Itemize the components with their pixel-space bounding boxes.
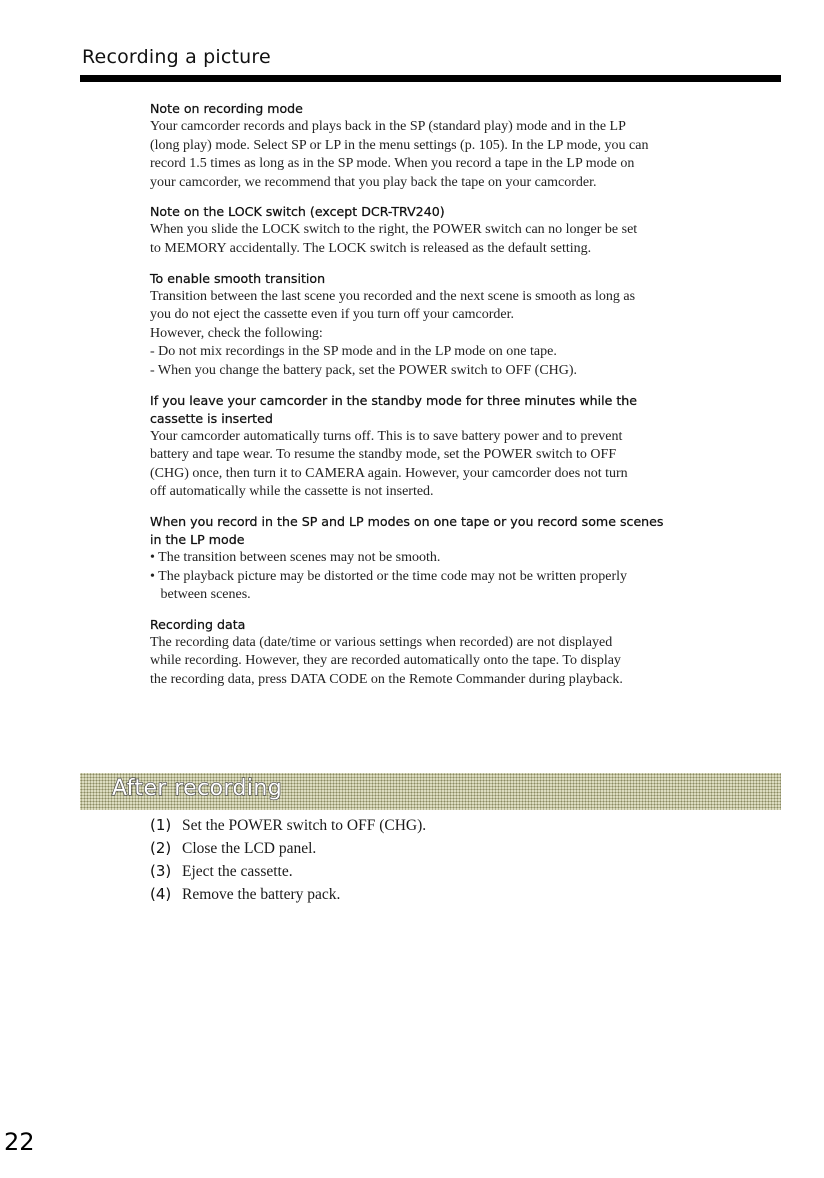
page-number: 22 xyxy=(4,1128,35,1156)
note-recording-mode xyxy=(150,100,775,192)
section-heading: If you leave your camcorder in the standby mode for three minutes while the cassette is inserted xyxy=(150,392,638,426)
step-text: Set the POWER switch to OFF (CHG). xyxy=(182,817,427,834)
section-heading: Note on recording mode xyxy=(150,101,303,116)
note-smooth-transition xyxy=(150,270,775,381)
section-body: The recording data (date/time or various settings when recorded) are not displayed while recording. However, they are recorded automatically onto the tape. To display the recording data, press DATA CODE on the Remote Commander during playback. xyxy=(150,634,623,687)
after-recording-title: After recording xyxy=(112,776,283,801)
header-rule xyxy=(80,75,781,82)
step-item xyxy=(150,883,750,906)
note-lock-switch xyxy=(150,203,775,258)
step-text: Eject the cassette. xyxy=(182,863,293,880)
step-number: (4) xyxy=(150,885,172,903)
section-body: When you slide the LOCK switch to the right, the POWER switch can no longer be set to MEMORY accidentally. The LOCK switch is released as the default setting. xyxy=(150,222,638,256)
section-heading: When you record in the SP and LP modes on one tape or you record some scenes in the LP mode xyxy=(150,513,664,547)
section-heading: To enable smooth transition xyxy=(150,270,326,286)
step-number: (2) xyxy=(150,839,172,857)
section-heading: Recording data xyxy=(150,616,246,632)
section-body: Your camcorder automatically turns off. This is to save battery power and to prevent battery and tape wear. To resume the standby mode, set the POWER switch to OFF (CHG) once, then turn it to CAMERA again. However, your camcorder does not turn off automatically while the cassette is not inserted. xyxy=(150,428,628,500)
note-recording-data xyxy=(150,616,775,690)
note-sp-lp-modes xyxy=(150,513,775,605)
after-recording-steps xyxy=(150,814,750,906)
step-item xyxy=(150,837,750,860)
step-number: (1) xyxy=(150,816,172,834)
step-item xyxy=(150,814,750,837)
step-text: Remove the battery pack. xyxy=(182,886,341,903)
note-standby-mode xyxy=(150,392,775,502)
section-heading: Note on the LOCK switch (except DCR-TRV240) xyxy=(150,204,445,220)
section-body: Your camcorder records and plays back in the SP (standard play) mode and in the LP (long play) mode. Select SP or LP in the menu settings (p. 105). In the LP mode, you can record 1.5 times as long as in the SP mode. When you record a tape in the LP mode on your camcorder, we recommend that you play back the tape on your camcorder. xyxy=(150,119,649,190)
step-number: (3) xyxy=(150,862,172,880)
step-text: Close the LCD panel. xyxy=(182,840,317,857)
section-body: Transition between the last scene you recorded and the next scene is smooth as long as you do not eject the cassette even if you turn off your camcorder. However, check the following: - Do not mix recordings in the SP mode and in the LP mode on one tape. - When you change the battery pack, set the POWER switch to OFF (CHG). xyxy=(150,288,636,378)
step-item xyxy=(150,860,750,883)
section-body: • The transition between scenes may not be smooth. • The playback picture may be distorted or the time code may not be written properly between scenes. xyxy=(150,549,627,603)
page-header-title: Recording a picture xyxy=(82,46,271,68)
notes-content xyxy=(150,100,775,700)
